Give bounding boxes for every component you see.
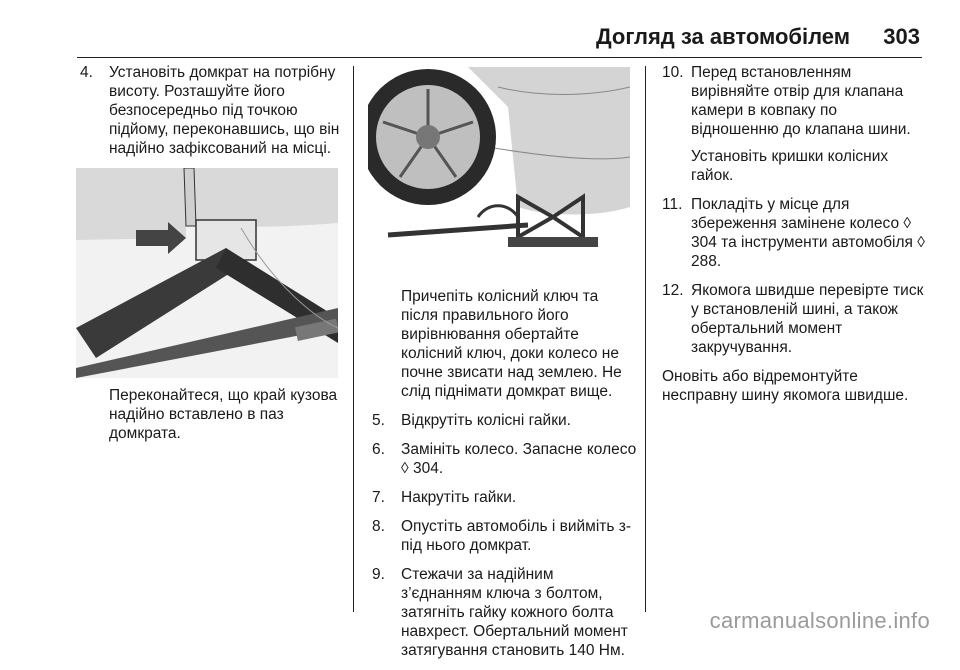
step-text: Накрутіть гайки. — [401, 489, 517, 506]
column-divider-2 — [645, 66, 646, 612]
step-9 — [372, 565, 638, 660]
step-text: Установіть домкрат на потрібну висоту. Розташуйте його безпосередньо під точкою підйому, переконавшись, що він надійно зафіксований на місці. — [109, 64, 340, 157]
column-1 — [80, 63, 342, 453]
watermark: carmanualsonline.info — [709, 608, 930, 633]
step-number: 4. — [80, 64, 93, 81]
jack-placement-illustration — [76, 168, 338, 378]
column-divider-1 — [353, 66, 354, 612]
step-6 — [372, 440, 638, 478]
step-number: 9. — [372, 566, 385, 583]
figure-caption: Причепіть колісний ключ та після правильного його вирівнювання обертайте колісний ключ, доки колесо не почне звисати над землею. Не слід піднімати домкрат вище. — [401, 288, 622, 400]
step-text: Відкрутіть колісні гайки. — [401, 412, 571, 429]
step-text: Стежачи за надійним з’єднанням ключа з болтом, затягніть гайку кожного болта навхрест. Обертальний момент затягування становить 140 Нм. — [401, 566, 628, 659]
step-number: 6. — [372, 441, 385, 458]
step-text: Замініть колесо. Запасне колесо ◊ 304. — [401, 441, 637, 477]
step-4 — [80, 63, 342, 158]
step-text: Опустіть автомобіль і вийміть з-під нього домкрат. — [401, 518, 632, 554]
step-number: 8. — [372, 518, 385, 535]
page-number: 303 — [883, 24, 920, 49]
closing-note: Оновіть або відремонтуйте несправну шину якомога швидше. — [662, 368, 909, 404]
column-2 — [372, 63, 638, 670]
step-text: Перед встановленням вирівняйте отвір для клапана камери в ковпаку по відношенню до клапана шини. — [691, 64, 911, 138]
step-10-note: Установіть кришки колісних гайок. — [691, 148, 889, 184]
step-5 — [372, 411, 638, 430]
header-rule — [77, 57, 922, 58]
step-number: 11. — [662, 196, 683, 213]
step-text: Якомога швидше перевірте тиск у встановленій шині, а також обертальний момент закручування. — [691, 282, 924, 356]
step-11 — [662, 195, 928, 271]
wheel-and-jack-illustration — [368, 67, 630, 277]
step-text: Покладіть у місце для збереження замінене колесо ◊ 304 та інструменти автомобіля ◊ 288. — [691, 196, 925, 270]
page-title: Догляд за автомобілем — [595, 24, 850, 49]
figure-caption: Переконайтеся, що край кузова надійно вставлено в паз домкрата. — [109, 387, 338, 442]
column-3 — [662, 63, 928, 411]
step-number: 7. — [372, 489, 385, 506]
step-number: 12. — [662, 282, 684, 299]
step-number: 10. — [662, 64, 684, 81]
step-number: 5. — [372, 412, 385, 429]
step-10 — [662, 63, 928, 139]
step-7 — [372, 488, 638, 507]
step-8 — [372, 517, 638, 555]
step-12 — [662, 281, 928, 357]
